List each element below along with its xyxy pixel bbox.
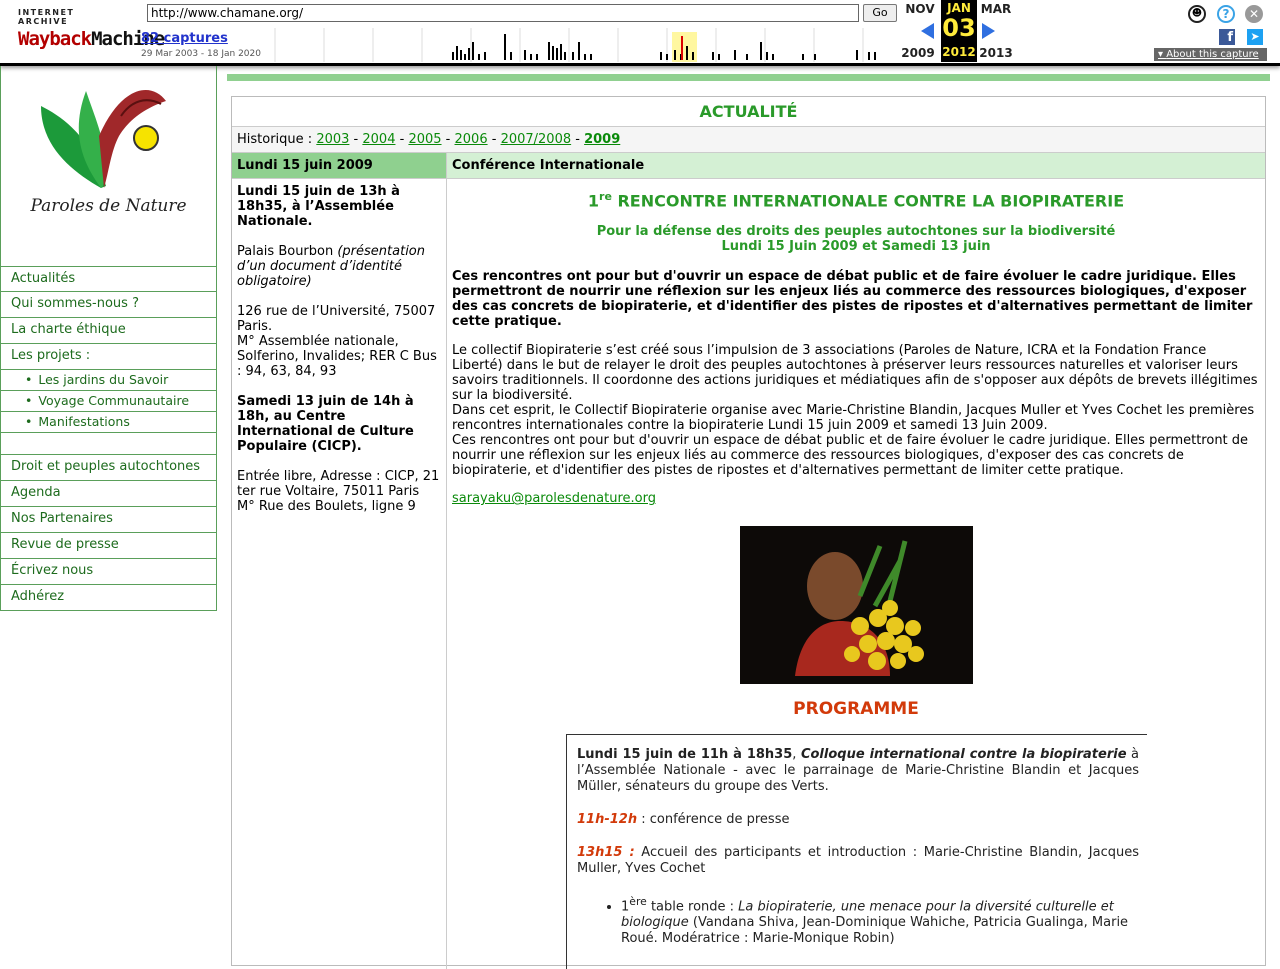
history-separator: - [395, 132, 409, 147]
current-capture-date [941, 0, 977, 62]
programme-separator: , [792, 747, 801, 762]
history-year-link[interactable]: 2005 [408, 132, 442, 147]
photo-illustration [740, 526, 973, 684]
site-logo[interactable] [0, 66, 217, 266]
subtitle-line-1: Pour la défense des droits des peuples autochtones sur la biodiversité [596, 224, 1116, 240]
about-capture-label: About this capture [1166, 49, 1259, 60]
event-location [237, 244, 441, 289]
menu-item[interactable]: Nos Partenaires [0, 507, 217, 533]
history-year-link[interactable]: 2009 [584, 132, 621, 147]
title-number: 1 [587, 191, 600, 211]
article-intro: Ces rencontres ont pour but d'ouvrir un espace de débat public et de faire évoluer le cadre juridique. Elles permettront de nourrir une réflexion sur les enjeux liés au commerce des ressources biologiques, d'exposer des cas concrets de biopiraterie, et d'identifier des pistes de ripostes et d'alternatives permettant de limiter cette pratique. [452, 269, 1253, 330]
history-year-link[interactable]: 2004 [362, 132, 396, 147]
programme-date: Lundi 15 juin de 11h à 18h35 [577, 747, 793, 762]
article-paragraph-1: Le collectif Biopiraterie s’est créé sous l’impulsion de 3 associations (Paroles de Nature, ICRA et la Fondation France Liberté) dans le but de relayer le droit des peuples autochtones à préserver leurs ressources naturelles et valoriser leurs savoirs traditionnels. Il coordonne des actions juridiques et médiatiques afin de s'opposer aux dépôts de brevets illégitimes sur la biodiversité. [452, 343, 1258, 404]
menu-item[interactable]: Agenda [0, 481, 217, 507]
event-address [237, 304, 441, 379]
news-table [231, 96, 1266, 966]
logo-wayback-part: Wayback [18, 28, 92, 50]
left-sidebar [0, 66, 217, 960]
next-year-link[interactable]: 2013 [979, 46, 1013, 60]
title-ordinal: re [599, 190, 612, 203]
programme-item-press [577, 812, 1139, 828]
menu-spacer [0, 433, 217, 455]
welcome-text: Accueil des participants et introduction : Marie-Christine Blandin, Jacques Muller, Yves Cochet [577, 845, 1139, 876]
article-title [452, 189, 1260, 211]
capture-sparkline[interactable] [272, 28, 900, 62]
event-date-header: Lundi 15 juin 2009 [232, 153, 447, 179]
history-separator: - [571, 132, 585, 147]
history-links [316, 132, 620, 147]
next-month-link[interactable]: MAR [980, 2, 1012, 16]
welcome-time: 13h15 : [577, 845, 635, 860]
roundtable-item [621, 894, 1139, 947]
logo-machine-part: Machine [91, 28, 165, 50]
menu-item[interactable]: Écrivez nous [0, 559, 217, 585]
captures-link[interactable]: 82 captures [141, 31, 228, 46]
history-year-link[interactable]: 2007/2008 [500, 132, 572, 147]
current-year: 2012 [942, 45, 976, 59]
about-capture-link[interactable]: ▾ About this capture [1154, 48, 1267, 61]
history-separator: - [441, 132, 455, 147]
roundtable-number: 1 [621, 899, 630, 915]
programme-item-welcome [577, 845, 1139, 877]
location-name: Palais Bourbon [237, 244, 338, 259]
roundtable-theme: La biopiraterie, une menace pour la diversité culturelle et biologique [621, 899, 1114, 931]
title-text: RENCONTRE INTERNATIONALE CONTRE LA BIOPIRATERIE [611, 191, 1125, 211]
history-label: Historique : [237, 132, 313, 147]
event-type-header: Conférence Internationale [447, 153, 1265, 179]
menu-item[interactable]: La charte éthique [0, 318, 217, 344]
programme-heading: PROGRAMME [793, 699, 919, 720]
menu-item[interactable]: • Manifestations [0, 412, 217, 433]
logo-caption: Paroles de Nature [30, 196, 187, 216]
prev-year-link[interactable]: 2009 [901, 46, 935, 60]
logo-internet-archive-text: INTERNET ARCHIVE [18, 8, 75, 26]
press-time: 11h-12h [577, 812, 638, 827]
event-saturday-title: Samedi 13 juin de 14h à 18h, au Centre International de Culture Populaire (CICP). [237, 394, 414, 454]
roundtable-label: table ronde : [646, 899, 739, 915]
current-day: 03 [942, 14, 976, 42]
programme-description: à l’Assemblée Nationale - avec le parrainage de Marie-Christine Blandin et Jacques Müller, sénateurs du groupe des Verts. [577, 747, 1140, 794]
menu-item[interactable]: Droit et peuples autochtones [0, 455, 217, 481]
press-text: : conférence de presse [637, 812, 790, 827]
roundtable-ordinal: ère [629, 895, 647, 908]
menu-item[interactable]: • Voyage Communautaire [0, 391, 217, 412]
menu-item[interactable]: Actualités [0, 266, 217, 292]
article-subtitle [452, 224, 1260, 254]
prev-capture-arrow-icon[interactable] [921, 23, 934, 39]
menu-item[interactable]: Revue de presse [0, 533, 217, 559]
subtitle-line-2: Lundi 15 Juin 2009 et Samedi 13 juin [721, 239, 991, 255]
page-title: ACTUALITÉ [232, 97, 1265, 127]
menu-item[interactable]: Les projets : [0, 344, 217, 370]
history-year-link[interactable]: 2006 [454, 132, 488, 147]
go-button[interactable]: Go [863, 4, 897, 22]
current-month: JAN [947, 1, 971, 15]
article-body [447, 179, 1265, 969]
wayback-toolbar [0, 0, 1280, 66]
article-paragraph-3: Ces rencontres ont pour but d'ouvrir un espace de débat public et de faire évoluer le cadre juridique. Elles permettront de nourrir une réflexion sur les enjeux liés au commerce des ressources biologiques, d'exposer des cas concrets de biopiraterie, et d'identifier des pistes de ripostes et d'alternatives permettant de limiter cette pratique. [452, 433, 1249, 479]
article-paragraph-2: Dans cet esprit, le Collectif Biopiraterie organise avec Marie-Christine Blandin, Jacques Muller et Yves Cochet les premières rencontres internationales contre la biopiraterie Lundi 15 juin 2009 et samedi 13 Juin 2009. [452, 403, 1255, 434]
menu-item[interactable]: • Les jardins du Savoir [0, 370, 217, 391]
top-green-band [227, 74, 1270, 81]
transport-line: M° Assemblée nationale, Solferino, Invalides; RER C Bus : 94, 63, 84, 93 [237, 334, 437, 379]
prev-month-link[interactable]: NOV [905, 2, 935, 16]
url-input[interactable] [147, 4, 859, 22]
next-capture-arrow-icon[interactable] [982, 23, 995, 39]
programme-intro [577, 747, 1139, 795]
contact-email-link[interactable]: sarayaku@parolesdenature.org [452, 491, 656, 507]
facebook-icon[interactable]: f [1219, 29, 1235, 45]
roundtable-speakers: (Vandana Shiva, Jean-Dominique Wahiche, Patricia Gualinga, Marie Roué. Modératrice : Marie-Monique Robin) [621, 915, 1129, 947]
leaf-logo-icon [1, 76, 218, 211]
site-menu [0, 266, 217, 611]
wayback-logo[interactable] [18, 8, 165, 54]
programme-colloque: Colloque international contre la biopiraterie [800, 747, 1127, 762]
menu-item[interactable]: Adhérez [0, 585, 217, 611]
child-with-fruits-photo [740, 526, 973, 684]
programme-box [566, 734, 1147, 969]
roundtable-list [577, 894, 1139, 947]
capture-range: 29 Mar 2003 - 18 Jan 2020 [141, 49, 261, 59]
menu-item[interactable]: Qui sommes-nous ? [0, 292, 217, 318]
address-line: 126 rue de l’Université, 75007 Paris. [237, 304, 436, 334]
history-year-link[interactable]: 2003 [316, 132, 350, 147]
help-icon[interactable]: ? [1217, 5, 1235, 23]
event-saturday-address: Entrée libre, Adresse : CICP, 21 ter rue Voltaire, 75011 Paris M° Rue des Boulets, ligne 9 [237, 469, 440, 514]
twitter-icon[interactable]: ➤ [1247, 29, 1263, 45]
location-note: (présentation d’un document d’identité obligatoire) [237, 244, 426, 289]
event-details [232, 179, 447, 969]
user-icon[interactable]: ☻ [1188, 5, 1206, 23]
event-monday-title: Lundi 15 juin de 13h à 18h35, à l’Assemblée Nationale. [237, 184, 400, 229]
logo-wayback-text [18, 28, 165, 50]
history-separator: - [487, 132, 501, 147]
history-nav [232, 127, 1265, 153]
history-separator: - [349, 132, 363, 147]
close-icon[interactable]: ✕ [1245, 5, 1263, 23]
